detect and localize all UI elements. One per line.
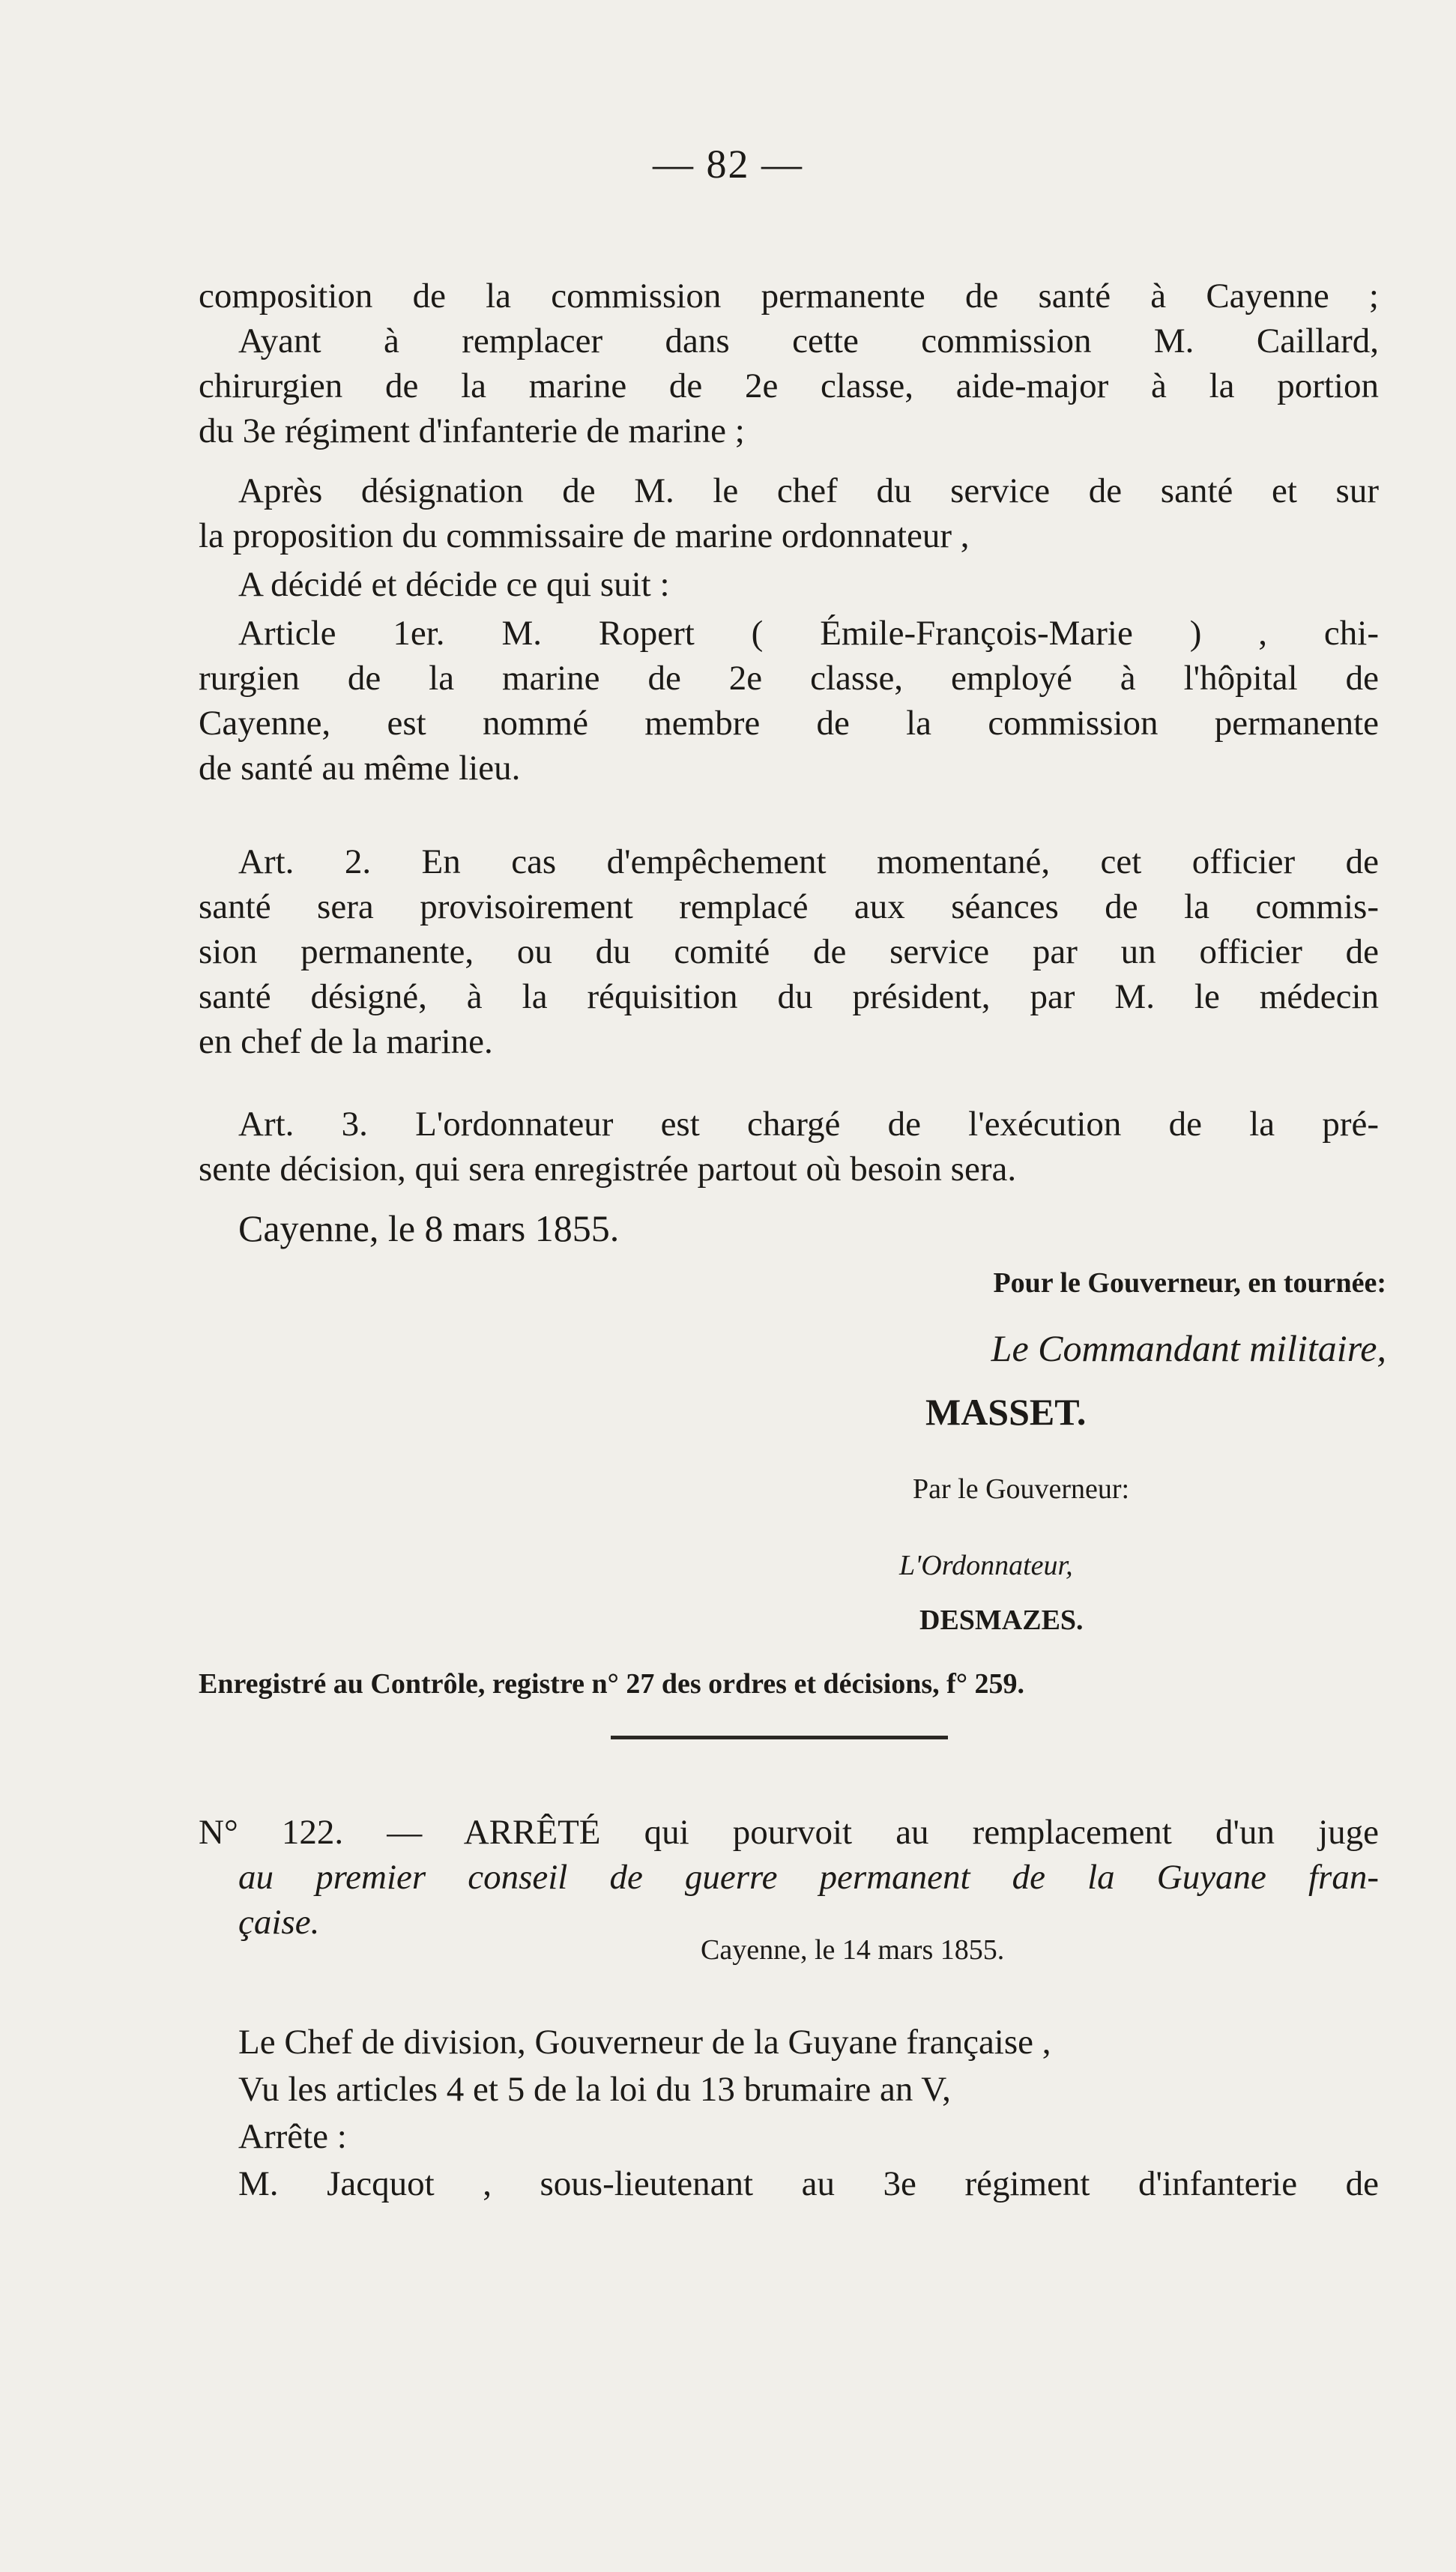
article-2-line: Art. 2. En cas d'empêchement momentané, cet officier de	[238, 842, 1379, 881]
text-line: chirurgien de la marine de 2e classe, aide-major à la portion	[199, 366, 1379, 405]
signature-pour-gouverneur: Pour le Gouverneur, en tournée:	[993, 1267, 1386, 1299]
text-line: en chef de la marine.	[199, 1022, 493, 1061]
arrete-title-line: çaise.	[238, 1903, 320, 1942]
article-3-line: Art. 3. L'ordonnateur est chargé de l'exécution de la pré-	[238, 1105, 1379, 1144]
text-line: rurgien de la marine de 2e classe, employé à l'hôpital de	[199, 659, 1379, 698]
text-line: sion permanente, ou du comité de service par un officier de	[199, 932, 1379, 971]
text-line: Cayenne, est nommé membre de la commission permanente	[199, 704, 1379, 743]
text-line: santé sera provisoirement remplacé aux séances de la commis-	[199, 887, 1379, 926]
text-line: santé désigné, à la réquisition du président, par M. le médecin	[199, 977, 1379, 1016]
arrete-date: Cayenne, le 14 mars 1855.	[701, 1934, 1005, 1966]
text-line: sente décision, qui sera enregistrée partout où besoin sera.	[199, 1150, 1017, 1189]
arrete-title-line: au premier conseil de guerre permanent de la Guyane fran-	[238, 1858, 1379, 1897]
article-1-line: Article 1er. M. Ropert ( Émile-François-Marie ) , chi-	[238, 614, 1379, 653]
arrete-heading: Arrête :	[238, 2117, 347, 2156]
arrete-text-line: Le Chef de division, Gouverneur de la Guyane française ,	[238, 2023, 1051, 2062]
arrete-title-line: N° 122. — ARRÊTÉ qui pourvoit au remplacement d'un juge	[199, 1813, 1379, 1852]
text-line: du 3e régiment d'infanterie de marine ;	[199, 411, 745, 450]
text-line: la proposition du commissaire de marine ordonnateur ,	[199, 516, 970, 555]
signature-par-gouverneur: Par le Gouverneur:	[913, 1473, 1130, 1505]
arrete-text-line: M. Jacquot , sous-lieutenant au 3e régiment d'infanterie de	[238, 2164, 1379, 2203]
signature-masset: MASSET.	[925, 1391, 1087, 1433]
registration-note: Enregistré au Contrôle, registre n° 27 des ordres et décisions, f° 259.	[199, 1668, 1025, 1700]
signature-commandant: Le Commandant militaire,	[991, 1327, 1386, 1369]
signature-desmazes: DESMAZES.	[919, 1605, 1084, 1636]
arrete-text-line: Vu les articles 4 et 5 de la loi du 13 brumaire an V,	[238, 2070, 951, 2109]
text-line: composition de la commission permanente de santé à Cayenne ;	[199, 277, 1379, 316]
text-line: Ayant à remplacer dans cette commission M. Caillard,	[238, 322, 1379, 360]
text-line: de santé au même lieu.	[199, 749, 521, 788]
text-line: Après désignation de M. le chef du service de santé et sur	[238, 471, 1379, 510]
date-line: Cayenne, le 8 mars 1855.	[238, 1207, 620, 1249]
signature-ordonnateur: L'Ordonnateur,	[899, 1550, 1073, 1581]
page-number: — 82 —	[653, 142, 803, 187]
decision-heading: A décidé et décide ce qui suit :	[238, 565, 670, 604]
section-divider	[611, 1736, 948, 1739]
